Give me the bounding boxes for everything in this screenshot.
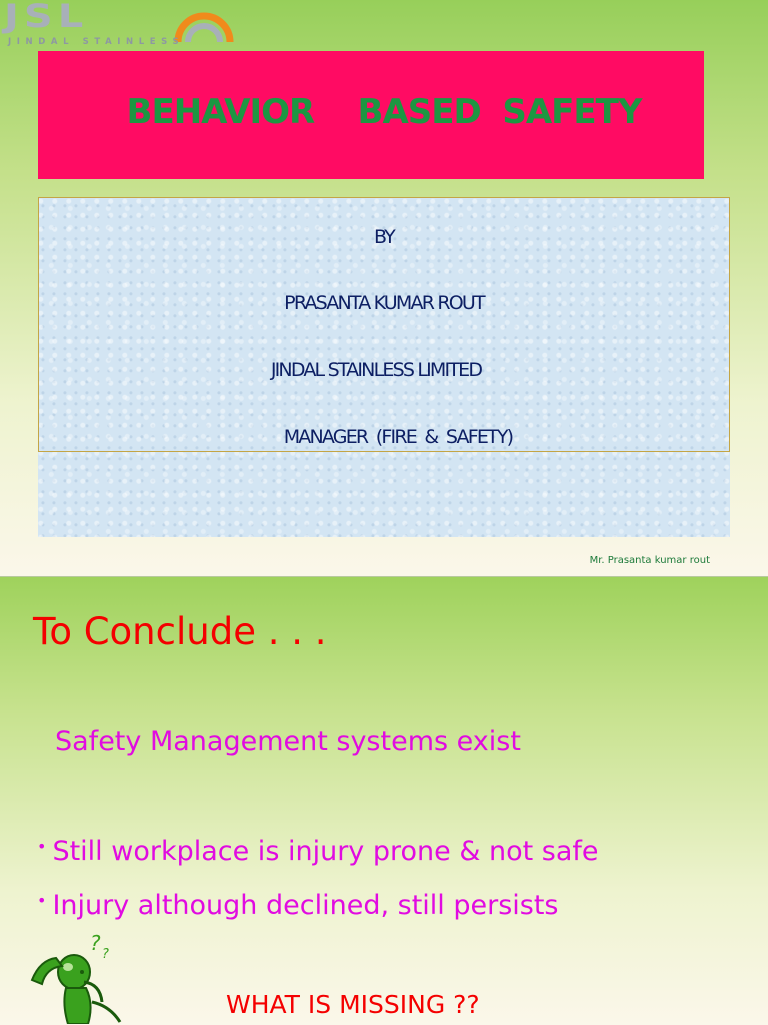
svg-text:?: ? (90, 932, 101, 955)
bullet-text: Still workplace is injury prone & not safe (52, 836, 599, 867)
what-is-missing-question: WHAT IS MISSING ?? (226, 990, 480, 1019)
thinking-person-icon (22, 932, 132, 1024)
conclusion-subheading: Safety Management systems exist (55, 726, 521, 757)
author-by-label: BY (373, 226, 394, 248)
bullet-icon: • (37, 837, 47, 856)
bullet-item (37, 890, 559, 921)
author-name: PRASANTA KUMAR ROUT (284, 292, 484, 314)
conclusion-heading: To Conclude . . . (33, 610, 327, 653)
bullet-text: Injury although declined, still persists (52, 890, 559, 921)
footer-credit: Mr. Prasanta kumar rout (589, 555, 710, 566)
presentation-title: BEHAVIOR BASED SAFETY (126, 92, 642, 132)
author-designation: MANAGER (FIRE & SAFETY) (283, 426, 513, 448)
svg-text:?: ? (102, 947, 109, 962)
bullet-icon: • (37, 891, 47, 910)
author-company: JINDAL STAINLESS LIMITED (270, 359, 482, 381)
logo-letters: JSL (4, 0, 89, 35)
logo-tagline: JINDAL STAINLESS (8, 37, 185, 47)
jsl-logo (4, 2, 244, 48)
bullet-item (37, 836, 599, 867)
